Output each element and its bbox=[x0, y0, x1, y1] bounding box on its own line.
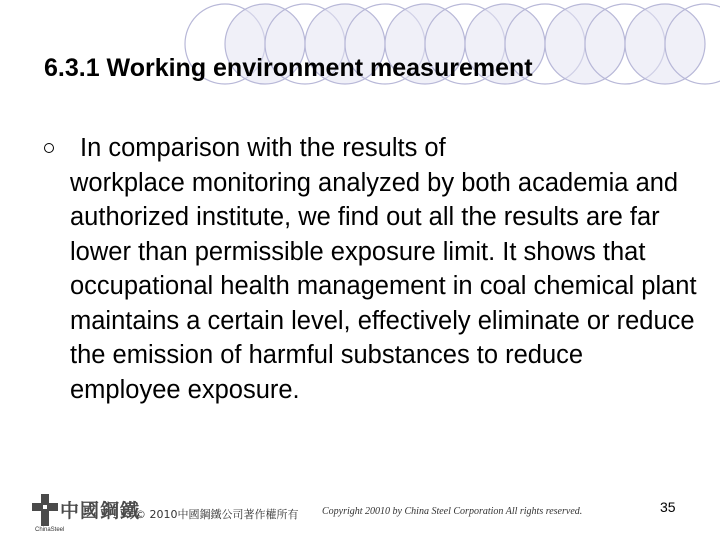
bullet-text bbox=[70, 131, 700, 407]
logo-text: 中國鋼鐵 bbox=[60, 500, 141, 522]
slide-title: 6.3.1 Working environment measurement bbox=[44, 54, 533, 82]
china-steel-logo-icon bbox=[32, 494, 58, 526]
copyright-english: Copyright 20010 by China Steel Corporation All rights reserved. bbox=[322, 506, 583, 517]
page-number: 35 bbox=[660, 499, 676, 515]
bullet-text-body: workplace monitoring analyzed by both academia and authorized institute, we find out all the results are far lower than permissible exposure limit. It shows that occupational health management in coal chemical plant maintains a certain level, effectively eliminate or reduce the emission of harmful substances to reduce employee exposure. bbox=[70, 168, 697, 404]
logo-subtext: ChinaSteel bbox=[35, 527, 65, 533]
bullet-text-first-line: In comparison with the results of bbox=[80, 134, 446, 162]
copyright-chinese: © 2010中國鋼鐵公司著作權所有 bbox=[135, 508, 299, 521]
bullet-circle-icon bbox=[44, 143, 54, 153]
footer bbox=[0, 490, 720, 540]
